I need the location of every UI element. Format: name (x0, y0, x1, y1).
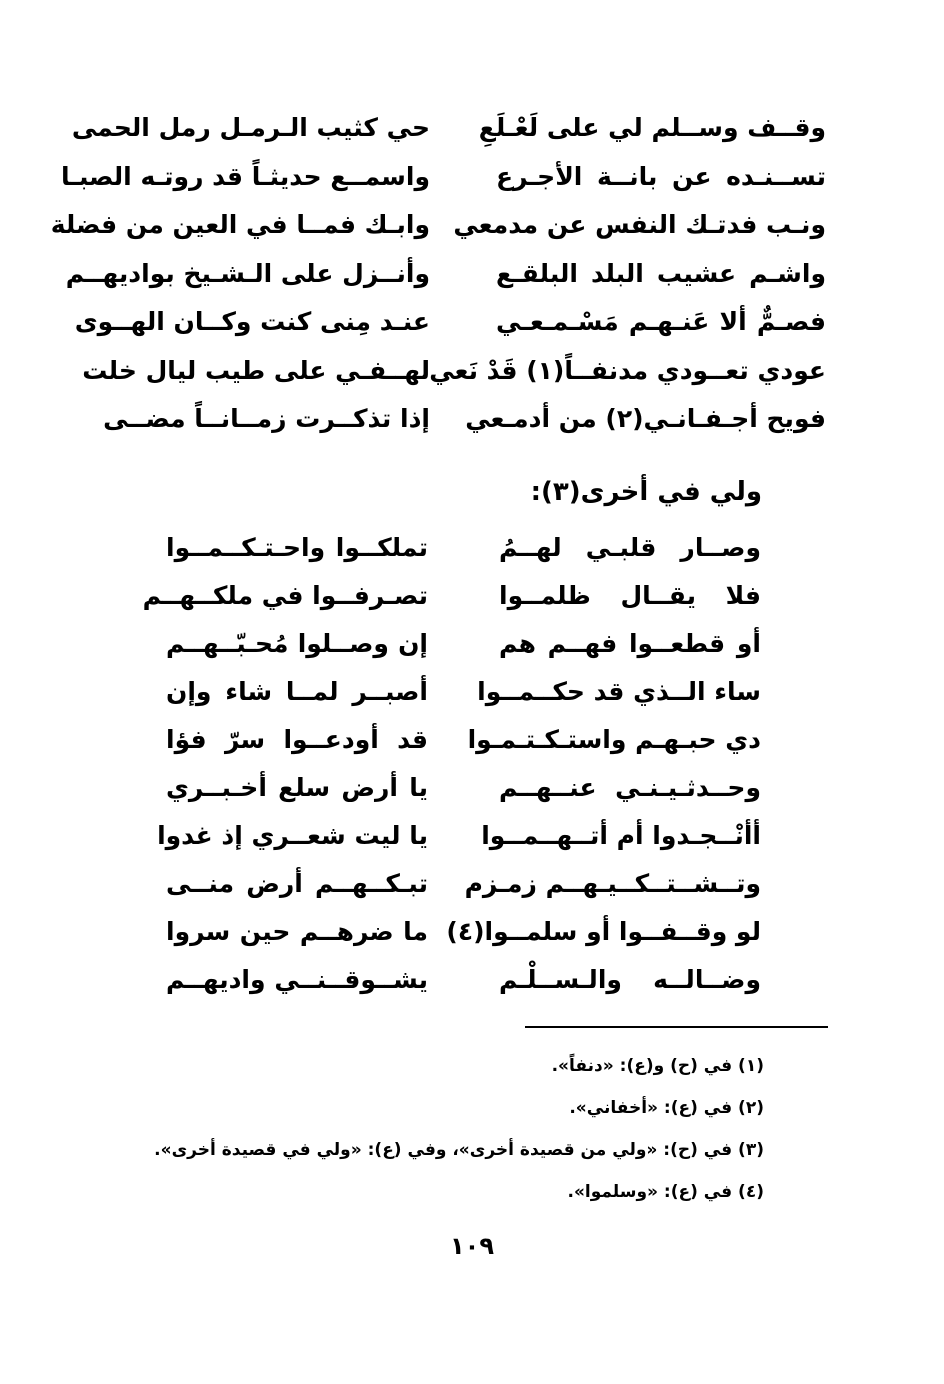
verse-second-hemistich: وضــالــه والـســلْـم (499, 965, 761, 994)
verse-first-hemistich: تصـرفــوا في ملكــهــم (142, 581, 428, 610)
verse-first-hemistich: إذا تذكــرت زمــانــاً مضــى (103, 404, 430, 433)
verse-second-hemistich: لو وقــفــوا أو سلمــوا(٤) (446, 917, 761, 946)
verse-first-hemistich: لهــفـي على طيب ليال خلت (82, 355, 430, 385)
footnote: (٣) في (ح): «ولي من قصيدة أخرى»، وفي (ع): «ولي في قصيدة أخرى». (154, 1140, 764, 1160)
verse-first-hemistich: قد أودعــوا سرّ فؤا (166, 725, 428, 754)
verse-second-hemistich: تســنـده عن بانــة الأجـرع (496, 161, 826, 191)
verse-second-hemistich: ساء الــذي قد حكــمــوا (477, 677, 761, 706)
verse-second-hemistich: وحــدثـيـنـي عنــهــم (499, 773, 761, 802)
verse-second-hemistich: أو قطعــوا فهــم هم (499, 629, 761, 658)
verse-first-hemistich: وابـك فمــا في العين من فضلة (50, 210, 430, 239)
verse-first-hemistich: وأنــزل على الـشـيخ بواديهــم (65, 258, 430, 288)
footnote: (٢) في (ع): «أخفاني». (569, 1098, 764, 1118)
verse-first-hemistich: أصبــر لمــا شاء وإن (166, 677, 428, 706)
verse-first-hemistich: إن وصــلوا مُحـبّــهــم (166, 629, 428, 658)
footnote: (٤) في (ع): «وسلموا». (567, 1182, 764, 1202)
verse-first-hemistich: يا ليت شعــري إذ غدوا (157, 821, 428, 850)
verse-first-hemistich: يا أرض سلع أخـبــري (166, 773, 428, 802)
verse-second-hemistich: وصــار قلبـي لهــمُ (499, 533, 761, 562)
verse-second-hemistich: فلا يقــال ظلمــوا (499, 581, 761, 610)
verse-second-hemistich: وقــف وســلم لي على لَعْـلَعِ (478, 113, 826, 142)
footnote: (١) في (ح) و(ع): «دنفاً». (551, 1056, 764, 1076)
verse-first-hemistich: ما ضرهــم حين سروا (166, 917, 428, 946)
footnote-separator (525, 1026, 828, 1028)
section-heading: ولي في أخرى(٣): (530, 477, 762, 507)
verse-second-hemistich: دي حبـهـم واستـكـتـمـوا (467, 725, 761, 754)
verse-second-hemistich: فويح أجـفـانـي(٢) من أدمـعي (465, 404, 826, 433)
verse-second-hemistich: عودي تعــودي مدنفــاً(١) قَدْ نَعي (429, 355, 826, 385)
verse-second-hemistich: واشـم عشيب البلد البلقـع (496, 258, 826, 288)
verse-first-hemistich: تملكــوا واحـتـكــمــوا (166, 533, 428, 562)
verse-first-hemistich: تبـكــهــم أرض منــى (166, 869, 428, 898)
verse-first-hemistich: واسمــع حديثـاً قد روتـه الصبـا (61, 161, 430, 191)
page-number: ١٠٩ (450, 1232, 494, 1260)
verse-second-hemistich: أأنْــجـدوا أم أتــهــمــوا (481, 821, 761, 850)
verse-second-hemistich: وتــشــتــكــيـهــم زمـزم (464, 869, 761, 898)
verse-first-hemistich: يشــوقــنــي واديهــم (166, 965, 428, 994)
verse-first-hemistich: حي كثيب الـرمـل رمل الحمى (71, 113, 430, 142)
verse-second-hemistich: فصـمٌّ ألا عَنـهـم مَسْـمـعـي (496, 307, 826, 336)
verse-first-hemistich: عنـد مِنى كنت وكــان الهــوى (74, 307, 430, 336)
verse-second-hemistich: ونـب فدتـك النفس عن مدمعي (453, 210, 826, 239)
